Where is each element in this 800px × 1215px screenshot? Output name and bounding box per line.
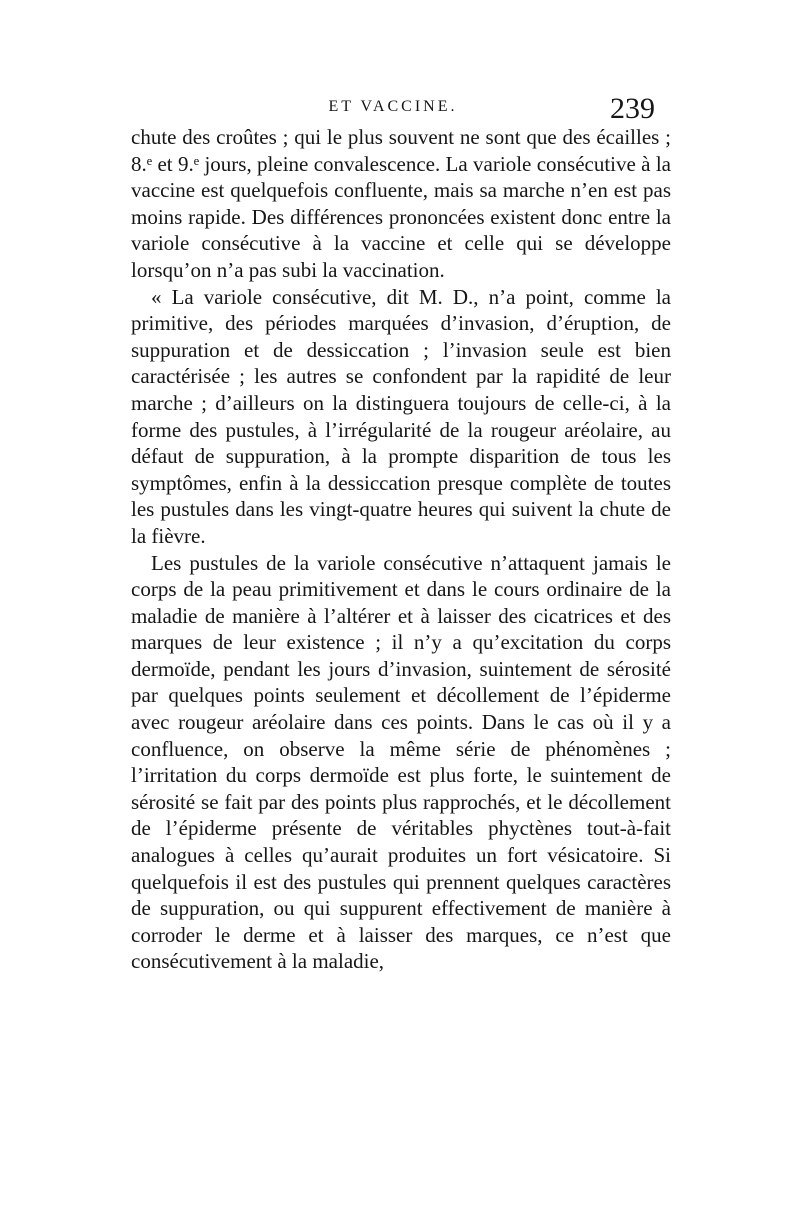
running-title: ET VACCINE.: [328, 98, 458, 115]
page-number: 239: [610, 92, 655, 125]
body-text: [131, 124, 671, 975]
paragraph-continuation: chute des croûtes ; qui le plus souvent ne sont que des écailles ; 8.ᵉ et 9.ᵉ jours, pleine convalescence. La variole consécutive à la vaccine est quelquefois confluente, mais sa marche n’en est pas moins rapide. Des différences prononcées existent donc entre la variole consécutive à la vaccine et celle qui se développe lorsqu’on n’a pas subi la vaccination.: [131, 125, 671, 282]
paragraph-pustules: Les pustules de la variole consécutive n’attaquent jamais le corps de la peau primitivement et dans le cours ordinaire de la maladie de manière à l’altérer et à laisser des cicatrices et des marques de leur existence ; il n’y a qu’excitation du corps dermoïde, pendant les jours d’invasion, suintement de sérosité par quelques points seulement et décollement de l’épiderme avec rougeur aréolaire dans ces points. Dans le cas où il y a confluence, on observe la même série de phénomènes ; l’irritation du corps dermoïde est plus forte, le suintement de sérosité se fait par des points plus rapprochés, et le décollement de l’épiderme présente de véritables phyctènes tout-à-fait analogues à celles qu’aurait produites un fort vésicatoire. Si quelquefois il est des pustules qui prennent quelques caractères de suppuration, ou qui suppurent effectivement de manière à corroder le derme et à laisser des marques, ce n’est que consécutivement à la maladie,: [131, 550, 671, 974]
paragraph-quotation: « La variole consécutive, dit M. D., n’a point, comme la primitive, des périodes marquées d’invasion, d’éruption, de suppuration et de dessiccation ; l’invasion seule est bien caractérisée ; les autres se confondent par la rapidité de leur marche ; d’ailleurs on la distinguera toujours de celle-ci, à la forme des pustules, à l’irrégularité de la rougeur aréolaire, au défaut de suppuration, à la prompte disparition de tous les symptômes, enfin à la dessiccation presque complète de toutes les pustules dans les vingt-quatre heures qui suivent la chute de la fièvre.: [131, 284, 671, 548]
